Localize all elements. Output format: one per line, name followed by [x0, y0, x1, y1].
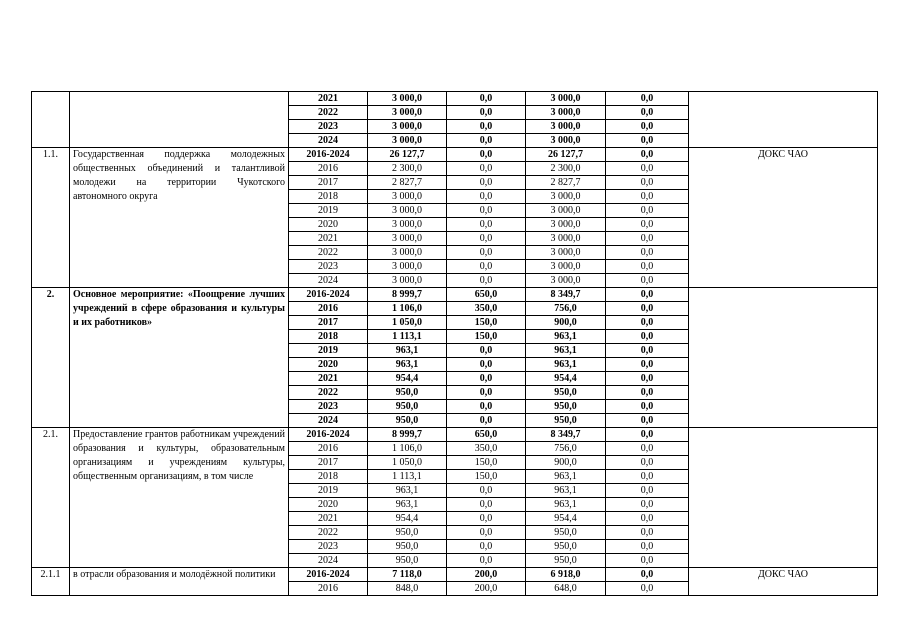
- section-description: [70, 92, 289, 148]
- value-cell: 950,0: [368, 526, 447, 540]
- year-cell: 2016: [289, 582, 368, 596]
- value-cell: 950,0: [526, 386, 606, 400]
- value-cell: 2 827,7: [526, 176, 606, 190]
- year-cell: 2017: [289, 456, 368, 470]
- value-cell: 0,0: [606, 498, 689, 512]
- value-cell: 1 050,0: [368, 316, 447, 330]
- value-cell: 150,0: [447, 316, 526, 330]
- value-cell: 963,1: [526, 470, 606, 484]
- table-row: [32, 428, 878, 442]
- value-cell: 0,0: [606, 344, 689, 358]
- value-cell: 0,0: [447, 92, 526, 106]
- year-cell: 2024: [289, 554, 368, 568]
- section-number: 2.1.: [32, 428, 70, 568]
- value-cell: 0,0: [606, 428, 689, 442]
- value-cell: 26 127,7: [526, 148, 606, 162]
- value-cell: 0,0: [606, 316, 689, 330]
- value-cell: 0,0: [606, 484, 689, 498]
- value-cell: 0,0: [447, 400, 526, 414]
- value-cell: 950,0: [368, 414, 447, 428]
- value-cell: 963,1: [368, 498, 447, 512]
- value-cell: 0,0: [447, 344, 526, 358]
- year-cell: 2023: [289, 120, 368, 134]
- value-cell: 848,0: [368, 582, 447, 596]
- value-cell: 150,0: [447, 456, 526, 470]
- value-cell: 0,0: [447, 246, 526, 260]
- value-cell: 0,0: [606, 526, 689, 540]
- value-cell: 26 127,7: [368, 148, 447, 162]
- value-cell: 0,0: [447, 484, 526, 498]
- value-cell: 950,0: [368, 386, 447, 400]
- value-cell: 3 000,0: [526, 120, 606, 134]
- value-cell: 2 300,0: [368, 162, 447, 176]
- value-cell: 0,0: [606, 274, 689, 288]
- year-cell: 2024: [289, 274, 368, 288]
- table-row: [32, 288, 878, 302]
- year-cell: 2020: [289, 358, 368, 372]
- value-cell: 3 000,0: [368, 260, 447, 274]
- value-cell: 3 000,0: [368, 106, 447, 120]
- value-cell: 0,0: [606, 442, 689, 456]
- year-cell: 2024: [289, 134, 368, 148]
- year-cell: 2022: [289, 386, 368, 400]
- value-cell: 954,4: [368, 372, 447, 386]
- year-cell: 2024: [289, 414, 368, 428]
- value-cell: 0,0: [606, 302, 689, 316]
- value-cell: 3 000,0: [526, 274, 606, 288]
- value-cell: 650,0: [447, 428, 526, 442]
- value-cell: 3 000,0: [526, 190, 606, 204]
- year-cell: 2017: [289, 176, 368, 190]
- value-cell: 900,0: [526, 456, 606, 470]
- value-cell: 350,0: [447, 442, 526, 456]
- value-cell: 0,0: [606, 386, 689, 400]
- value-cell: 0,0: [606, 148, 689, 162]
- value-cell: 950,0: [368, 554, 447, 568]
- year-cell: 2016-2024: [289, 568, 368, 582]
- value-cell: 0,0: [447, 386, 526, 400]
- value-cell: 6 918,0: [526, 568, 606, 582]
- value-cell: 963,1: [368, 358, 447, 372]
- value-cell: 0,0: [447, 148, 526, 162]
- value-cell: 1 113,1: [368, 470, 447, 484]
- value-cell: 0,0: [606, 232, 689, 246]
- value-cell: 0,0: [447, 372, 526, 386]
- table-row: [32, 568, 878, 582]
- value-cell: 963,1: [368, 484, 447, 498]
- value-cell: 150,0: [447, 470, 526, 484]
- year-cell: 2020: [289, 498, 368, 512]
- value-cell: 0,0: [447, 106, 526, 120]
- value-cell: 0,0: [606, 288, 689, 302]
- value-cell: 0,0: [606, 400, 689, 414]
- year-cell: 2016: [289, 302, 368, 316]
- value-cell: 1 050,0: [368, 456, 447, 470]
- budget-table: [31, 91, 878, 596]
- value-cell: 954,4: [526, 512, 606, 526]
- section-description: Государственная поддержка молодежных общественных объединений и талантливой молодежи на территории Чукотского автономного округа: [70, 148, 289, 288]
- section-description: Основное мероприятие: «Поощрение лучших учреждений в сфере образования и культуры и их работников»: [70, 288, 289, 428]
- value-cell: 954,4: [526, 372, 606, 386]
- value-cell: 963,1: [526, 484, 606, 498]
- value-cell: 0,0: [606, 120, 689, 134]
- value-cell: 950,0: [368, 400, 447, 414]
- value-cell: 0,0: [606, 246, 689, 260]
- value-cell: 3 000,0: [526, 218, 606, 232]
- year-cell: 2020: [289, 218, 368, 232]
- value-cell: 0,0: [447, 232, 526, 246]
- year-cell: 2023: [289, 400, 368, 414]
- year-cell: 2019: [289, 204, 368, 218]
- year-cell: 2023: [289, 540, 368, 554]
- value-cell: 963,1: [526, 330, 606, 344]
- section-description: в отрасли образования и молодёжной политики: [70, 568, 289, 596]
- value-cell: 0,0: [606, 204, 689, 218]
- value-cell: 2 827,7: [368, 176, 447, 190]
- value-cell: 0,0: [447, 218, 526, 232]
- value-cell: 0,0: [606, 414, 689, 428]
- year-cell: 2021: [289, 512, 368, 526]
- value-cell: 0,0: [447, 190, 526, 204]
- value-cell: 3 000,0: [368, 232, 447, 246]
- value-cell: 200,0: [447, 582, 526, 596]
- value-cell: 756,0: [526, 302, 606, 316]
- value-cell: 0,0: [606, 582, 689, 596]
- value-cell: 3 000,0: [526, 92, 606, 106]
- year-cell: 2021: [289, 92, 368, 106]
- value-cell: 3 000,0: [368, 120, 447, 134]
- section-number: [32, 92, 70, 148]
- value-cell: 8 999,7: [368, 288, 447, 302]
- value-cell: 648,0: [526, 582, 606, 596]
- value-cell: 0,0: [447, 274, 526, 288]
- value-cell: 0,0: [606, 260, 689, 274]
- value-cell: 0,0: [447, 498, 526, 512]
- year-cell: 2019: [289, 484, 368, 498]
- table-row: [32, 92, 878, 106]
- value-cell: 963,1: [368, 344, 447, 358]
- value-cell: 3 000,0: [368, 134, 447, 148]
- value-cell: 950,0: [526, 414, 606, 428]
- year-cell: 2016-2024: [289, 148, 368, 162]
- value-cell: 0,0: [447, 120, 526, 134]
- value-cell: 3 000,0: [368, 246, 447, 260]
- value-cell: 0,0: [606, 568, 689, 582]
- value-cell: 950,0: [526, 540, 606, 554]
- value-cell: 2 300,0: [526, 162, 606, 176]
- section-number: 1.1.: [32, 148, 70, 288]
- value-cell: 0,0: [447, 554, 526, 568]
- value-cell: 950,0: [526, 526, 606, 540]
- year-cell: 2018: [289, 330, 368, 344]
- value-cell: 950,0: [526, 400, 606, 414]
- value-cell: 3 000,0: [368, 218, 447, 232]
- value-cell: 0,0: [606, 358, 689, 372]
- executor-cell: ДОКС ЧАО: [689, 568, 878, 596]
- year-cell: 2016: [289, 442, 368, 456]
- value-cell: 3 000,0: [526, 134, 606, 148]
- value-cell: 1 106,0: [368, 442, 447, 456]
- year-cell: 2019: [289, 344, 368, 358]
- value-cell: 0,0: [606, 190, 689, 204]
- executor-cell: [689, 92, 878, 148]
- value-cell: 0,0: [606, 456, 689, 470]
- value-cell: 0,0: [606, 176, 689, 190]
- value-cell: 0,0: [606, 330, 689, 344]
- value-cell: 0,0: [447, 134, 526, 148]
- year-cell: 2022: [289, 246, 368, 260]
- year-cell: 2016-2024: [289, 288, 368, 302]
- year-cell: 2016-2024: [289, 428, 368, 442]
- value-cell: 0,0: [447, 540, 526, 554]
- value-cell: 0,0: [606, 134, 689, 148]
- value-cell: 963,1: [526, 498, 606, 512]
- value-cell: 3 000,0: [526, 106, 606, 120]
- year-cell: 2016: [289, 162, 368, 176]
- section-description: Предоставление грантов работникам учреждений образования и культуры, образовательным организациям и учреждениям культуры, общественным организациям, в том числе: [70, 428, 289, 568]
- value-cell: 963,1: [526, 344, 606, 358]
- value-cell: 900,0: [526, 316, 606, 330]
- table-body: [32, 92, 878, 596]
- year-cell: 2018: [289, 190, 368, 204]
- executor-cell: [689, 288, 878, 428]
- value-cell: 3 000,0: [368, 92, 447, 106]
- value-cell: 3 000,0: [526, 246, 606, 260]
- value-cell: 0,0: [447, 526, 526, 540]
- value-cell: 200,0: [447, 568, 526, 582]
- year-cell: 2023: [289, 260, 368, 274]
- value-cell: 0,0: [447, 414, 526, 428]
- value-cell: 3 000,0: [526, 232, 606, 246]
- value-cell: 950,0: [526, 554, 606, 568]
- value-cell: 0,0: [447, 358, 526, 372]
- value-cell: 3 000,0: [526, 260, 606, 274]
- value-cell: 0,0: [606, 372, 689, 386]
- value-cell: 0,0: [447, 176, 526, 190]
- value-cell: 0,0: [606, 162, 689, 176]
- value-cell: 0,0: [606, 540, 689, 554]
- value-cell: 0,0: [606, 470, 689, 484]
- value-cell: 350,0: [447, 302, 526, 316]
- value-cell: 0,0: [447, 512, 526, 526]
- value-cell: 0,0: [447, 162, 526, 176]
- year-cell: 2022: [289, 106, 368, 120]
- year-cell: 2017: [289, 316, 368, 330]
- value-cell: 0,0: [606, 106, 689, 120]
- value-cell: 3 000,0: [368, 204, 447, 218]
- section-number: 2.1.1: [32, 568, 70, 596]
- value-cell: 963,1: [526, 358, 606, 372]
- value-cell: 0,0: [606, 92, 689, 106]
- value-cell: 7 118,0: [368, 568, 447, 582]
- year-cell: 2021: [289, 372, 368, 386]
- value-cell: 0,0: [447, 260, 526, 274]
- year-cell: 2022: [289, 526, 368, 540]
- value-cell: 950,0: [368, 540, 447, 554]
- value-cell: 1 113,1: [368, 330, 447, 344]
- executor-cell: [689, 428, 878, 568]
- value-cell: 0,0: [447, 204, 526, 218]
- value-cell: 954,4: [368, 512, 447, 526]
- value-cell: 0,0: [606, 512, 689, 526]
- value-cell: 3 000,0: [526, 204, 606, 218]
- executor-cell: ДОКС ЧАО: [689, 148, 878, 288]
- value-cell: 1 106,0: [368, 302, 447, 316]
- year-cell: 2018: [289, 470, 368, 484]
- value-cell: 0,0: [606, 554, 689, 568]
- value-cell: 0,0: [606, 218, 689, 232]
- value-cell: 8 349,7: [526, 428, 606, 442]
- value-cell: 150,0: [447, 330, 526, 344]
- value-cell: 8 349,7: [526, 288, 606, 302]
- year-cell: 2021: [289, 232, 368, 246]
- value-cell: 3 000,0: [368, 190, 447, 204]
- section-number: 2.: [32, 288, 70, 428]
- table-row: [32, 148, 878, 162]
- value-cell: 3 000,0: [368, 274, 447, 288]
- value-cell: 650,0: [447, 288, 526, 302]
- value-cell: 8 999,7: [368, 428, 447, 442]
- value-cell: 756,0: [526, 442, 606, 456]
